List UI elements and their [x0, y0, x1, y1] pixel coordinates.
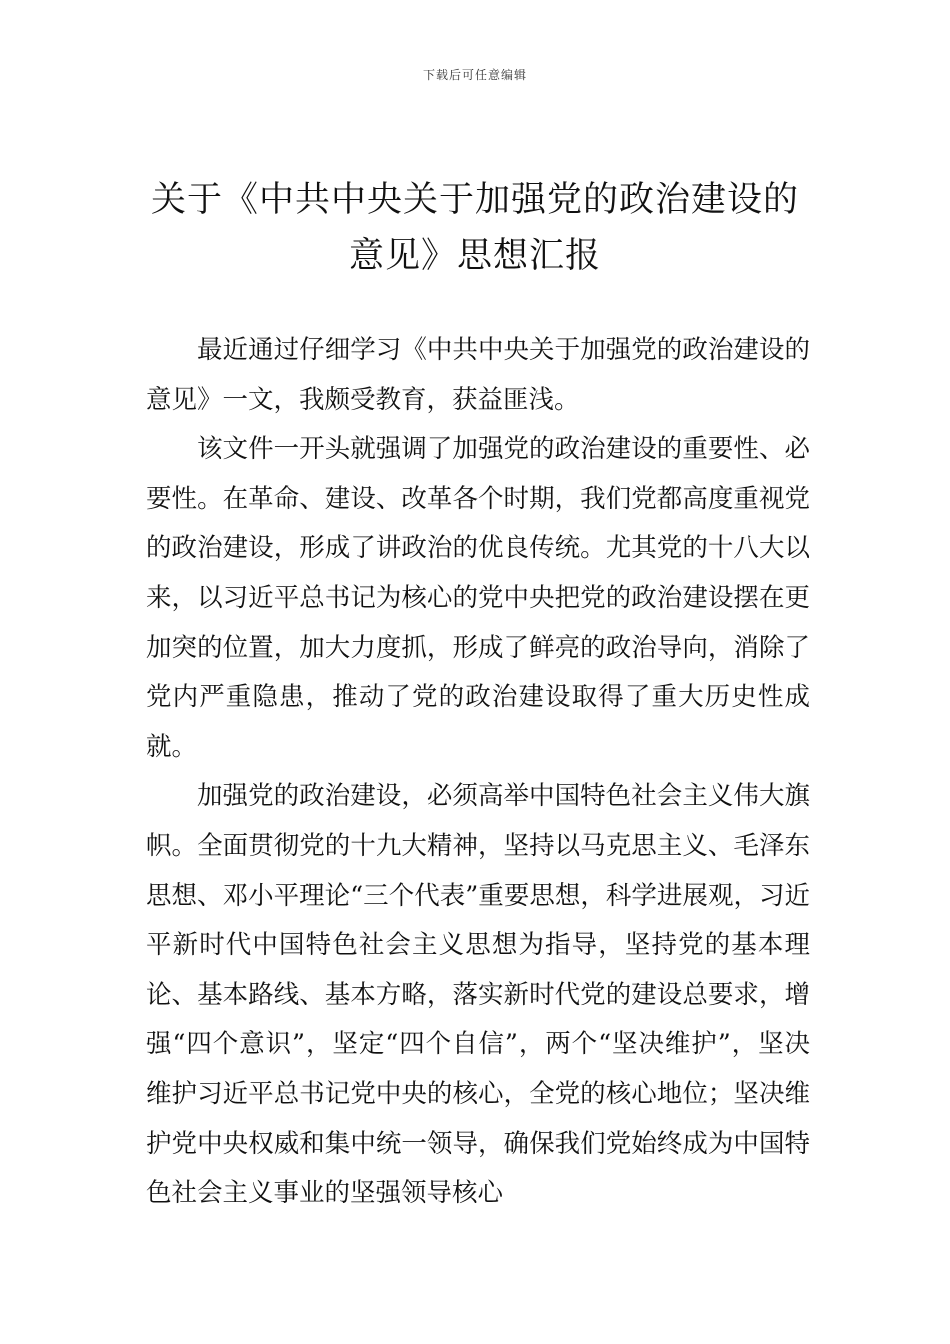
title-line-1: 关于《中共中央关于加强党的政治建设的: [150, 180, 799, 220]
paragraph-2: 该文件一开头就强调了加强党的政治建设的重要性、必要性。在革命、建设、改革各个时期，我们党都高度重视党的政治建设，形成了讲政治的优良传统。尤其党的十八大以来，以习近平总书记为核心的党中央把党的政治建设摆在更加突的位置，加大力度抓，形成了鲜亮的政治导向，消除了党内严重隐患，推动了党的政治建设取得了重大历史性成就。: [146, 434, 810, 762]
paragraph-1: 最近通过仔细学习《中共中央关于加强党的政治建设的意见》一文，我颇受教育，获益匪浅。: [146, 335, 810, 415]
header-note: 下载后可任意编辑: [422, 68, 527, 82]
document-title: [140, 172, 810, 284]
document-body: [146, 326, 810, 1219]
paragraph-3: 加强党的政治建设，必须高举中国特色社会主义伟大旗帜。全面贯彻党的十九大精神，坚持以马克思主义、毛泽东思想、邓小平理论“三个代表”重要思想，科学进展观，习近平新时代中国特色社会主义思想为指导，坚持党的基本理论、基本路线、基本方略，落实新时代党的建设总要求，增强“四个意识”，坚定“四个自信”，两个“坚决维护”，坚决维护习近平总书记党中央的核心，全党的核心地位；坚决维护党中央权威和集中统一领导，确保我们党始终成为中国特色社会主义事业的坚强领导核心: [146, 781, 810, 1209]
title-line-2: 意见》思想汇报: [348, 236, 601, 276]
